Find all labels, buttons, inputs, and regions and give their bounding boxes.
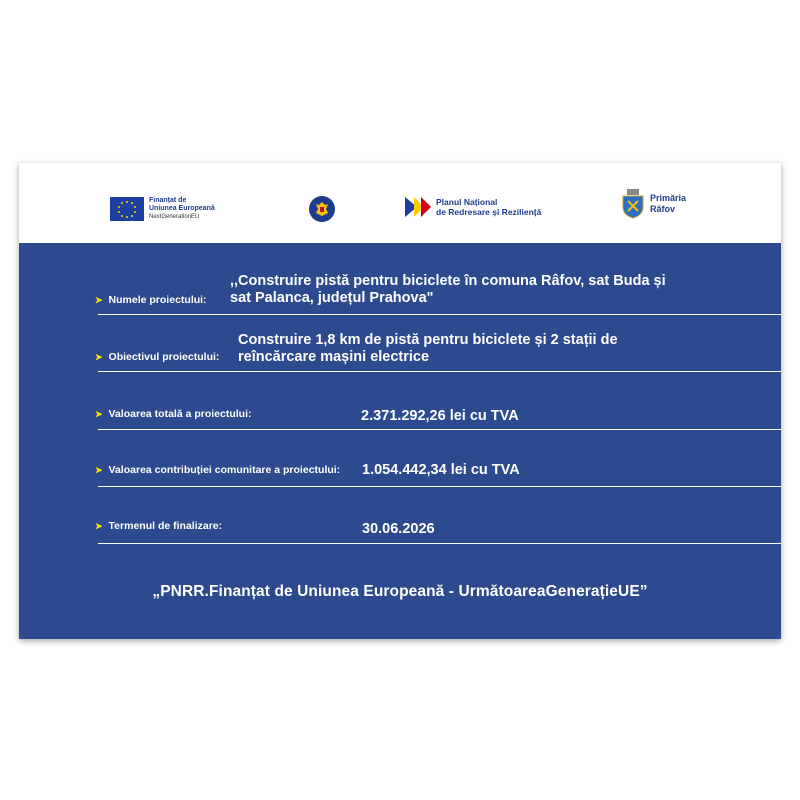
pnrr-logo-line1: Planul Național — [436, 197, 498, 207]
pnrr-logo-line2: de Redresare și Reziliență — [436, 207, 542, 217]
project-name-line1: ,,Construire pistă pentru biciclete în comuna Râfov, sat Buda și — [230, 273, 666, 289]
total-value-text: 2.371.292,26 lei cu TVA — [361, 408, 519, 424]
total-value-label — [95, 408, 252, 420]
eu-funding-logo — [110, 197, 215, 221]
arrow-icon: ➤ — [95, 464, 103, 475]
arrow-icon: ➤ — [95, 520, 103, 531]
project-objective-line2: reîncărcare mașini electrice — [238, 349, 430, 365]
total-value-amount — [361, 408, 519, 425]
arrow-icon: ➤ — [95, 351, 103, 362]
row-divider — [98, 543, 781, 544]
primaria-logo-line2: Râfov — [650, 204, 676, 214]
rafov-crest-icon — [622, 189, 644, 219]
arrow-icon: ➤ — [95, 294, 103, 305]
project-name-line2: sat Palanca, județul Prahova" — [230, 290, 434, 306]
eu-logo-line3: NextGenerationEU — [149, 214, 200, 220]
row-divider — [98, 314, 781, 315]
deadline-label-text: Termenul de finalizare: — [108, 520, 223, 532]
deadline-label — [95, 520, 222, 532]
eu-logo-line1: Finanțat de — [149, 197, 187, 204]
eu-flag-icon — [110, 197, 144, 221]
eu-logo-line2: Uniunea Europeană — [149, 205, 215, 212]
arrow-icon: ➤ — [95, 408, 103, 419]
project-name-value — [230, 273, 666, 307]
pnrr-logo — [405, 197, 541, 217]
pnrr-arrow-icon — [405, 197, 431, 217]
total-value-label-text: Valoarea totală a proiectului: — [108, 408, 252, 420]
project-objective-label — [95, 351, 219, 363]
eu-contribution-text: 1.054.442,34 lei cu TVA — [362, 462, 520, 478]
footer-slogan: „PNRR.Finanțat de Uniunea Europeană - UrmătoareaGenerațieUE” — [152, 583, 648, 600]
deadline-value — [362, 521, 435, 538]
government-logo — [309, 196, 335, 222]
eu-contribution-amount — [362, 462, 520, 479]
row-divider — [98, 486, 781, 487]
deadline-text: 30.06.2026 — [362, 521, 435, 537]
eu-contribution-label-text: Valoarea contribuției comunitare a proiectului: — [108, 464, 341, 476]
project-name-label — [95, 294, 207, 306]
project-name-label-text: Numele proiectului: — [108, 294, 207, 306]
row-divider — [98, 429, 781, 430]
project-objective-line1: Construire 1,8 km de pistă pentru biciclete și 2 stații de — [238, 332, 618, 348]
project-objective-value — [238, 332, 618, 366]
primaria-rafov-logo — [622, 189, 686, 219]
project-objective-label-text: Obiectivul proiectului: — [108, 351, 220, 363]
logo-header — [19, 163, 781, 243]
romania-coat-of-arms-icon — [309, 196, 335, 222]
project-board — [19, 163, 781, 639]
eu-contribution-label — [95, 464, 340, 476]
row-divider — [98, 371, 781, 372]
primaria-logo-line1: Primăria — [650, 193, 687, 203]
